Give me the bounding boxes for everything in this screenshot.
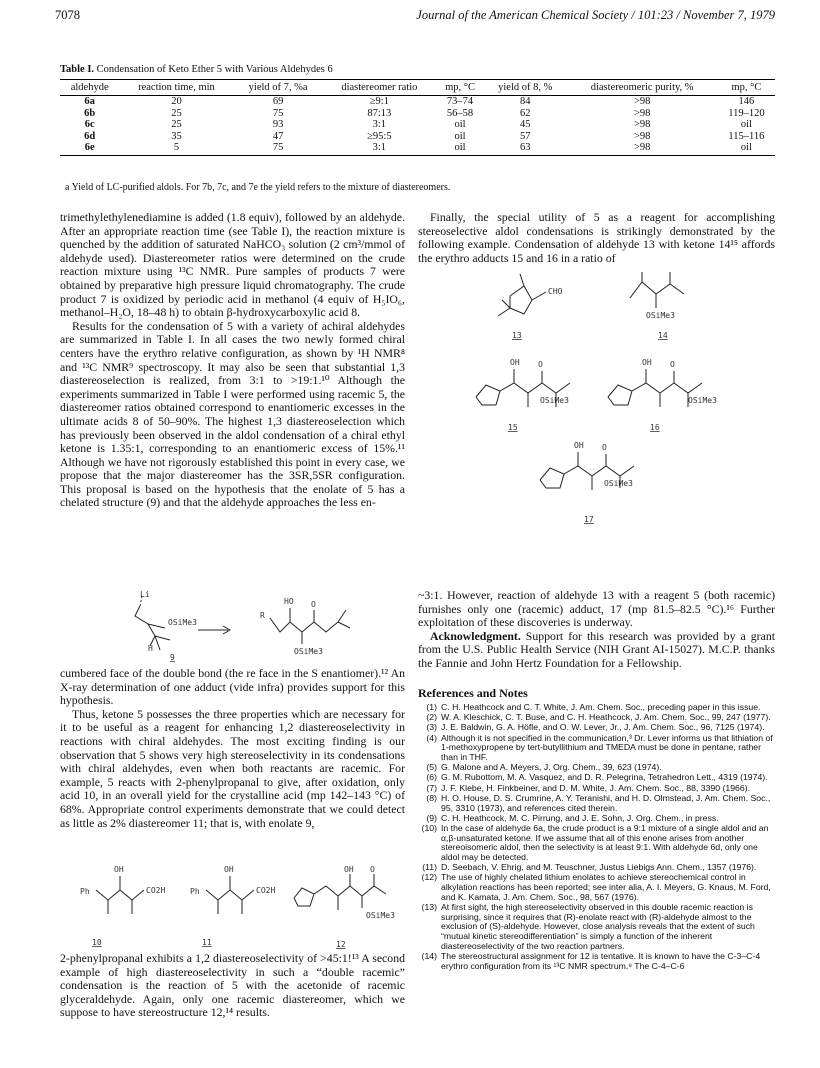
paragraph: Finally, the special utility of 5 as a reagent for accomplishing stereoselective aldol condensations is strikingly demonstrated by the following example. Condensation of aldehyde 13 with ketone 14¹⁵ affords the erythro adducts 15 and 16 in a ratio of (418, 210, 775, 265)
reference-text: W. A. Kleschick, C. T. Buse, and C. H. Heathcock, J. Am. Chem. Soc., 99, 247 (1977). (441, 712, 771, 723)
table-cell: 47 (272, 130, 284, 142)
table-cell: 3:1 (372, 119, 387, 130)
ph-label: Ph (190, 887, 200, 896)
oh-label: OH (344, 865, 354, 874)
li-label: Li (140, 590, 150, 599)
oh-label: OH (114, 865, 124, 874)
table-cell: 56–58 (446, 107, 474, 119)
reference-text: H. O. House, D. S. Crumrine, A. Y. Teranishi, and H. D. Olmstead, J. Am. Chem. Soc., 95, 3310 (1973), and references cited therein. (441, 792, 771, 813)
table-cell: 20 (171, 96, 182, 107)
reference-number: (5) (426, 762, 437, 773)
paragraph: trimethylethylenediamine is added (1.8 equiv), followed by an aldehyde. After an appropriate reaction time (see Table I), the reaction mixture is quenched by the addition of saturated NaHCO₃ solution (2 cm³/mmol of aldehyde used). Diastereometer ratios were determined on the crude reaction mixture using ¹³C NMR. Pure samples of products 7 were obtained by preparative high pressure liquid chromatography. The crude product 7 is oxidized by periodic acid in methanol (4 equiv of H₅IO₆, methanol–H₂O, 18–48 h) to obtain β-hydroxycarboxylic acid 8. (60, 210, 405, 320)
oh-label: OH (574, 441, 584, 450)
table-cell: ≥95:5 (367, 130, 392, 142)
table-cell: oil (454, 119, 466, 130)
column-header: reaction time, min (119, 80, 233, 96)
table-row (60, 108, 775, 120)
paragraph: cumbered face of the double bond (the re face in the S enantiomer).¹² An X-ray determination of one adduct (vide infra) provides support for this hypothesis. (60, 666, 405, 708)
reference-number: (4) (426, 732, 437, 743)
column-header: mp, °C (718, 80, 775, 96)
table-cell: 119–120 (728, 107, 765, 119)
table-cell: 57 (520, 130, 531, 142)
structure-number: 11 (202, 938, 212, 947)
structure-number: 16 (650, 423, 660, 432)
table-cell: 6b (84, 107, 96, 119)
table-cell: >98 (633, 130, 651, 142)
reference-item (418, 824, 775, 863)
column-header: mp, °C (436, 80, 484, 96)
left-column-middle (60, 667, 405, 830)
paragraph: ~3:1. However, reaction of aldehyde 13 with a reagent 5 (both racemic) furnishes only one (racemic) adduct, 17 (mp 81.5–82.5 °C).¹⁶ Further exploitation of these discoveries is underway. (418, 588, 775, 630)
o-label: O (311, 600, 316, 609)
table-cell: 75 (272, 107, 284, 119)
o-label: O (602, 443, 607, 452)
column-header: yield of 7, %a (234, 80, 323, 96)
structures-13-14 (480, 268, 730, 350)
table-cell: 6d (84, 130, 96, 142)
reference-number: (1) (426, 702, 437, 712)
reference-number: (2) (426, 712, 437, 723)
structure-number: 15 (508, 423, 518, 432)
page-header (55, 8, 775, 24)
r-label: R (260, 611, 265, 620)
table-cell: 146 (738, 96, 755, 107)
table-cell: 62 (520, 107, 531, 119)
references-title: References and Notes (418, 686, 528, 700)
table-cell: oil (740, 119, 752, 130)
reference-item (418, 814, 775, 824)
table-cell: ≥9:1 (369, 96, 389, 107)
reference-item (418, 903, 775, 952)
table-cell: >98 (633, 96, 651, 107)
column-header: diastereomer ratio (323, 80, 436, 96)
acknowledgment-text: Support for this research was provided by a grant from the U.S. Public Health Service (NIH Grant AI-15027). M.C.P. thanks the Fannie and John Hertz Foundation for a Fellowship. (418, 628, 775, 670)
reference-number: (6) (426, 772, 437, 783)
table-cell: 63 (484, 142, 566, 155)
reference-text: At first sight, the high stereoselectivity observed in this double racemic reaction is surprising, since it requires that (R)-enolate react with (R)-aldehyde almost to the exclusion of (S)-aldehyde. However, close analysis reveals that the extent of such “mutual kinetic stereodifferentiation” is simply a function of the inherent diastereoselectivity of the two reaction partners. (441, 902, 755, 951)
table-cell: 25 (171, 119, 182, 130)
o-label: O (670, 360, 675, 369)
ho-label: HO (284, 597, 294, 606)
table-cell: >98 (633, 119, 651, 130)
table-cell: oil (436, 142, 484, 155)
table-cell: >98 (633, 107, 651, 119)
table-cell: 75 (234, 142, 323, 155)
table-row (60, 96, 775, 108)
co2h-label: CO2H (146, 886, 166, 895)
table-footnote: a Yield of LC-purified aldols. For 7b, 7c, and 7e the yield refers to the mixture of diastereomers. (65, 182, 451, 193)
structure-number: 17 (584, 515, 594, 524)
table-cell: oil (718, 142, 775, 155)
co2h-label: CO2H (256, 886, 276, 895)
paragraph: 2-phenylpropanal exhibits a 1,2 diastereoselectivity of >45:1!¹³ A second example of high diastereoselectivity in such a “double racemic” condensation is the reaction of 5 with the acetonide of racemic glyceraldehyde. Again, only one racemic diastereomer, which we suppose to have stereostructure 12,¹⁴ results. (60, 951, 405, 1020)
table-cell: 73–74 (446, 96, 474, 107)
cho-label: CHO (548, 287, 563, 296)
h-label: H (148, 644, 153, 653)
structures-10-11-12 (60, 860, 405, 952)
table-cell: 6c (84, 119, 95, 130)
reference-text: In the case of aldehyde 6a, the crude product is a 9:1 mixture of a single aldol and an α,β-unsaturated ketone. If we assume that all of this enone arises from another stereoisomeric aldol, then the selectivity is at least 9:1. With aldehyde 6d, only one aldol may be detected. (441, 822, 769, 863)
reference-number: (12) (421, 872, 437, 883)
reference-item (418, 794, 775, 813)
ph-label: Ph (80, 887, 90, 896)
osime3-label: OSiMe3 (540, 396, 569, 405)
table-cell: 35 (171, 130, 182, 142)
reference-item (418, 773, 775, 783)
reference-text: C. H. Heathcock and C. T. White, J. Am. Chem. Soc., preceding paper in this issue. (441, 702, 761, 712)
o-label: O (370, 865, 375, 874)
o-label: O (538, 360, 543, 369)
table-cell: 115–116 (728, 130, 765, 142)
structure-number: 10 (92, 938, 102, 947)
reference-text: J. F. Klebe, H. Finkbeiner, and D. M. White, J. Am. Chem. Soc., 88, 3390 (1966). (441, 782, 751, 793)
reference-text: The stereostructural assignment for 12 is tentative. It is known to have the C-3–C-4 erythro configuration from its ¹³C NMR spectrum.⁹ The C-4–C-6 (441, 951, 761, 971)
reference-number: (9) (426, 812, 437, 823)
table-cell: 84 (520, 96, 531, 107)
reference-number: (10) (421, 822, 437, 833)
column-header: yield of 8, % (484, 80, 566, 96)
table-cell: >98 (567, 142, 718, 155)
structure-9-scheme (110, 588, 370, 663)
structure-number: 12 (336, 940, 346, 949)
reference-text: G. Malone and A. Meyers, J. Org. Chem., 39, 623 (1974). (441, 762, 662, 773)
reference-text: Although it is not specified in the communication,³ Dr. Lever informs us that lithiation of 1-methoxypropene by tert-butyllithium and TMEDA must be done in pentane, rather than in THF. (441, 732, 773, 763)
table-caption-label: Table I. (60, 64, 95, 75)
table-cell: oil (454, 130, 466, 142)
osime3-label: OSiMe3 (604, 479, 633, 488)
page-number: 7078 (55, 8, 80, 22)
table-cell: 25 (171, 107, 182, 119)
reference-number: (13) (421, 902, 437, 913)
structure-number: 13 (512, 331, 522, 340)
table-row (60, 119, 775, 131)
reference-item (418, 723, 775, 733)
structure-9-number (168, 651, 188, 663)
reference-item (418, 784, 775, 794)
table-row (60, 142, 775, 155)
table-header-row (60, 80, 775, 96)
reference-number: (8) (426, 792, 437, 803)
table-cell: 45 (520, 119, 531, 130)
structure-17 (530, 430, 660, 530)
table-row (60, 131, 775, 143)
left-column-top (60, 211, 405, 510)
column-header: diastereomeric purity, % (567, 80, 718, 96)
table-cell: 87:13 (367, 107, 392, 119)
reference-number: (3) (426, 722, 437, 733)
paragraph: Thus, ketone 5 possesses the three properties which are necessary for it to be useful as a reagent for enhancing 1,2 diastereoselectivity in reactions with chiral aldehydes. The most exciting finding is our observation that 5 shows very high stereoselectivity in its condensations with chiral aldehydes, even when both reactants are racemic. For example, 5 reacts with 2-phenylpropanal to give, after oxidation, only acid 10, in an overall yield for the crystalline acid (mp 142–143 °C) of 68%. Appropriate control experiments demonstrate that we could detect as little as 2% diastereomer 11; that is, with enolate 9, (60, 706, 405, 830)
osime3-label: OSiMe3 (168, 618, 197, 627)
osime3-label: OSiMe3 (294, 647, 323, 656)
reference-text: The use of highly chelated lithium enolates to achieve stereochemical control in alkylation reactions has been reported; see inter alia, A. I. Meyers, G. Knaus, M. Ford, and K. Kamata, J. Am. Chem. Soc., 98, 567 (1976). (441, 872, 771, 902)
reference-item (418, 734, 775, 763)
osime3-label: OSiMe3 (688, 396, 717, 405)
journal-citation: Journal of the American Chemical Society / 101:23 / November 7, 1979 (416, 8, 775, 22)
data-table (60, 79, 775, 156)
references-list (418, 703, 775, 972)
oh-label: OH (642, 358, 652, 367)
reference-text: G. M. Rubottom, M. A. Vasquez, and D. R. Pelegrina, Tetrahedron Lett., 4319 (1974). (441, 772, 768, 783)
table-cell: 5 (119, 142, 233, 155)
column-header: aldehyde (60, 80, 119, 96)
left-column-bottom (60, 952, 405, 1020)
table-caption-text: Condensation of Keto Ether 5 with Various Aldehydes 6 (96, 64, 333, 75)
table-cell: 6e (60, 142, 119, 155)
osime3-label: OSiMe3 (366, 911, 395, 920)
structures-15-16 (468, 355, 748, 435)
oh-label: OH (510, 358, 520, 367)
right-column-middle (418, 589, 775, 671)
table-cell: 3:1 (323, 142, 436, 155)
table-cell: 6a (84, 96, 95, 107)
structure-number: 9 (170, 653, 175, 662)
oh-label: OH (224, 865, 234, 874)
osime3-label: OSiMe3 (646, 311, 675, 320)
reference-text: D. Seebach, V. Ehrig, and M. Teuschner, Justus Liebigs Ann. Chem., 1357 (1976). (441, 862, 757, 873)
reference-number: (7) (426, 782, 437, 793)
reference-text: J. E. Baldwin, G. A. Höfle, and O. W. Lever, Jr., J. Am. Chem. Soc., 96, 7125 (1974). (441, 722, 765, 733)
table-cell: 69 (272, 96, 284, 107)
reference-item (418, 952, 775, 971)
acknowledgment (418, 630, 775, 671)
reference-number: (14) (421, 951, 437, 962)
acknowledgment-label: Acknowledgment. (430, 628, 521, 643)
reference-number: (11) (422, 862, 437, 873)
table-cell: 93 (272, 119, 284, 130)
paragraph: Results for the condensation of 5 with a variety of achiral aldehydes are summarized in Table I. In all cases the two newly formed chiral centers have the erythro relative configuration, as shown by ¹H NMR⁸ and ¹³C NMR⁹ spectroscopy. It may also be seen that substantial 1,3 diastereoselection is realized, from 3:1 to >19:1.¹⁰ Although the experiments summarized in Table I were performed using racemic 5, the diastereomer ratios obtained correspond to enantiomeric excesses in the ultimate acids 8 of 50–90%. The highest 1,3 diastereoselection which has previously been observed in the aldol condensation of a chiral ethyl ketone is 1.35:1, corresponding to an enantiomeric excess of 15%.¹¹ Although we have not rigorously established this point in every case, we propose that the major diastereomer has the 3SR,5SR configuration. This proposal is based on the hypothesis that the enolate of 5 has a chelated structure (9) and that the aldehyde approaches the less en- (60, 318, 405, 510)
table-caption (60, 64, 333, 75)
reference-item (418, 873, 775, 902)
structure-number: 14 (658, 331, 668, 340)
right-column-top (418, 211, 775, 265)
reference-text: C. H. Heathcock, M. C. Pirrung, and J. E. Sohn, J. Org. Chem., in press. (441, 812, 719, 823)
